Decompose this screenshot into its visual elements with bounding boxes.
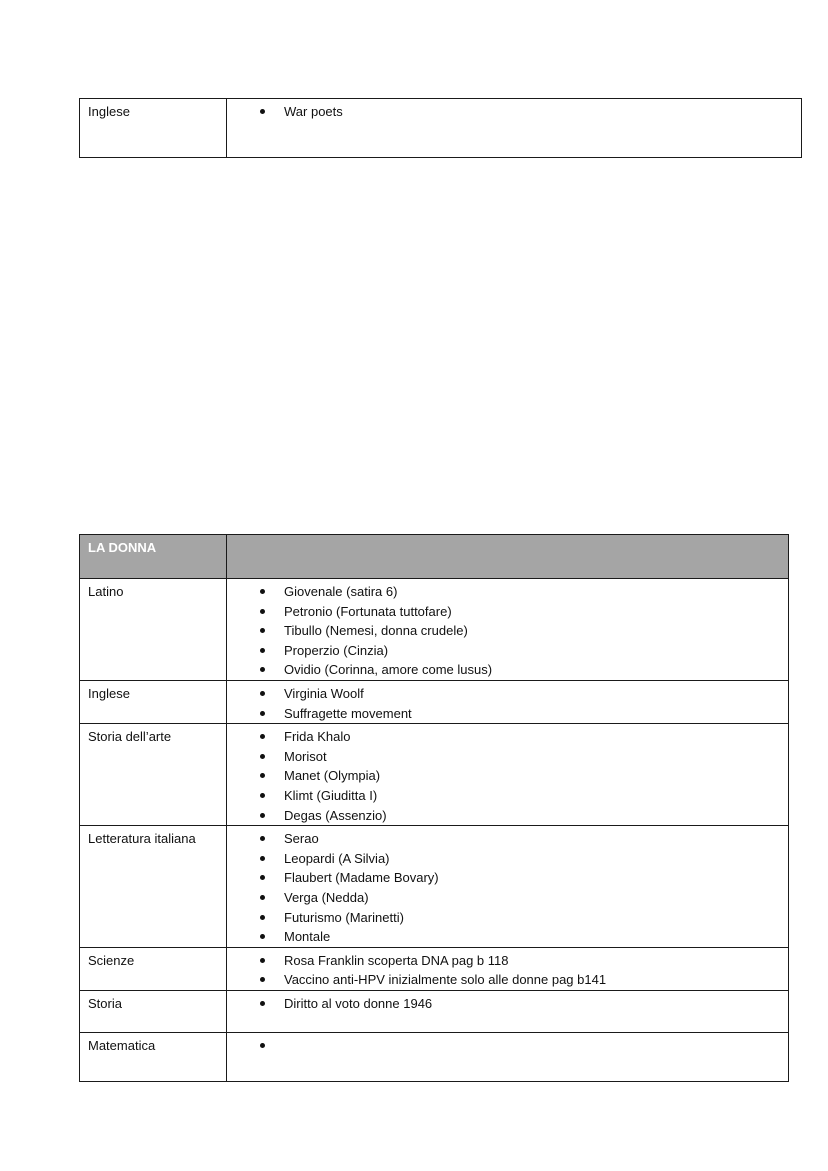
table-row: [80, 826, 789, 948]
subject-cell: [80, 99, 227, 158]
subject-label: Matematica: [88, 1037, 156, 1053]
list-item: Frida Khalo: [227, 727, 788, 747]
subject-label: Letteratura italiana: [88, 831, 196, 847]
topic-list: [227, 579, 788, 680]
list-item: Ovidio (Corinna, amore come lusus): [227, 660, 788, 680]
topics-cell: [227, 99, 802, 158]
subject-label: Inglese: [88, 104, 130, 119]
table-row: [80, 947, 789, 990]
subject-cell: [80, 724, 227, 826]
subject-label: Scienze: [88, 952, 135, 968]
table-row: [80, 724, 789, 826]
la-donna-table: [79, 534, 789, 1082]
topic-list: [227, 681, 788, 723]
topics-cell: [227, 724, 789, 826]
table-header-row: [80, 535, 789, 579]
topic-list: [227, 948, 788, 990]
table-row: [80, 99, 802, 158]
topic-list: [227, 991, 788, 1014]
list-item: Futurismo (Marinetti): [227, 908, 788, 928]
table-row: [80, 1032, 789, 1081]
list-item: Rosa Franklin scoperta DNA pag b 118: [227, 951, 788, 971]
list-item: Serao: [227, 829, 788, 849]
subject-label: Inglese: [88, 685, 130, 701]
list-item: Virginia Woolf: [227, 684, 788, 704]
list-item: Manet (Olympia): [227, 766, 788, 786]
list-item: Petronio (Fortunata tuttofare): [227, 602, 788, 622]
list-item: Flaubert (Madame Bovary): [227, 868, 788, 888]
subject-cell: [80, 990, 227, 1032]
list-item: Suffragette movement: [227, 704, 788, 724]
list-item: Degas (Assenzio): [227, 806, 788, 826]
topics-cell: [227, 579, 789, 681]
topics-cell: [227, 680, 789, 723]
topic-list: [227, 1033, 788, 1056]
topic-list: [227, 724, 788, 825]
subject-cell: [80, 680, 227, 723]
subject-cell: [80, 826, 227, 948]
table-row: [80, 680, 789, 723]
header-title-cell: [80, 535, 227, 579]
list-item: Verga (Nedda): [227, 888, 788, 908]
list-item: Vaccino anti-HPV inizialmente solo alle donne pag b141: [227, 970, 788, 990]
subject-label: Latino: [88, 584, 124, 599]
list-item: Properzio (Cinzia): [227, 641, 788, 661]
list-item: Giovenale (satira 6): [227, 582, 788, 602]
list-item: War poets: [227, 102, 801, 122]
table-row: [80, 990, 789, 1032]
inglese-topic-table: [79, 98, 802, 158]
list-item: Leopardi (A Silvia): [227, 849, 788, 869]
topics-cell: [227, 990, 789, 1032]
topic-list: [227, 826, 788, 947]
list-item: Tibullo (Nemesi, donna crudele): [227, 621, 788, 641]
list-item: Diritto al voto donne 1946: [227, 994, 788, 1014]
table-title: LA DONNA: [88, 540, 157, 555]
subject-cell: [80, 579, 227, 681]
header-empty-cell: [227, 535, 789, 579]
subject-label: Storia: [88, 995, 122, 1011]
list-item: Montale: [227, 927, 788, 947]
subject-cell: [80, 1032, 227, 1081]
list-item: Klimt (Giuditta I): [227, 786, 788, 806]
topics-cell: [227, 1032, 789, 1081]
subject-label: Storia dell’arte: [88, 729, 172, 745]
subject-cell: [80, 947, 227, 990]
list-item: Morisot: [227, 747, 788, 767]
topics-cell: [227, 947, 789, 990]
table-row: [80, 579, 789, 681]
list-item: [227, 1036, 788, 1056]
topics-cell: [227, 826, 789, 948]
topic-list: [227, 99, 801, 122]
